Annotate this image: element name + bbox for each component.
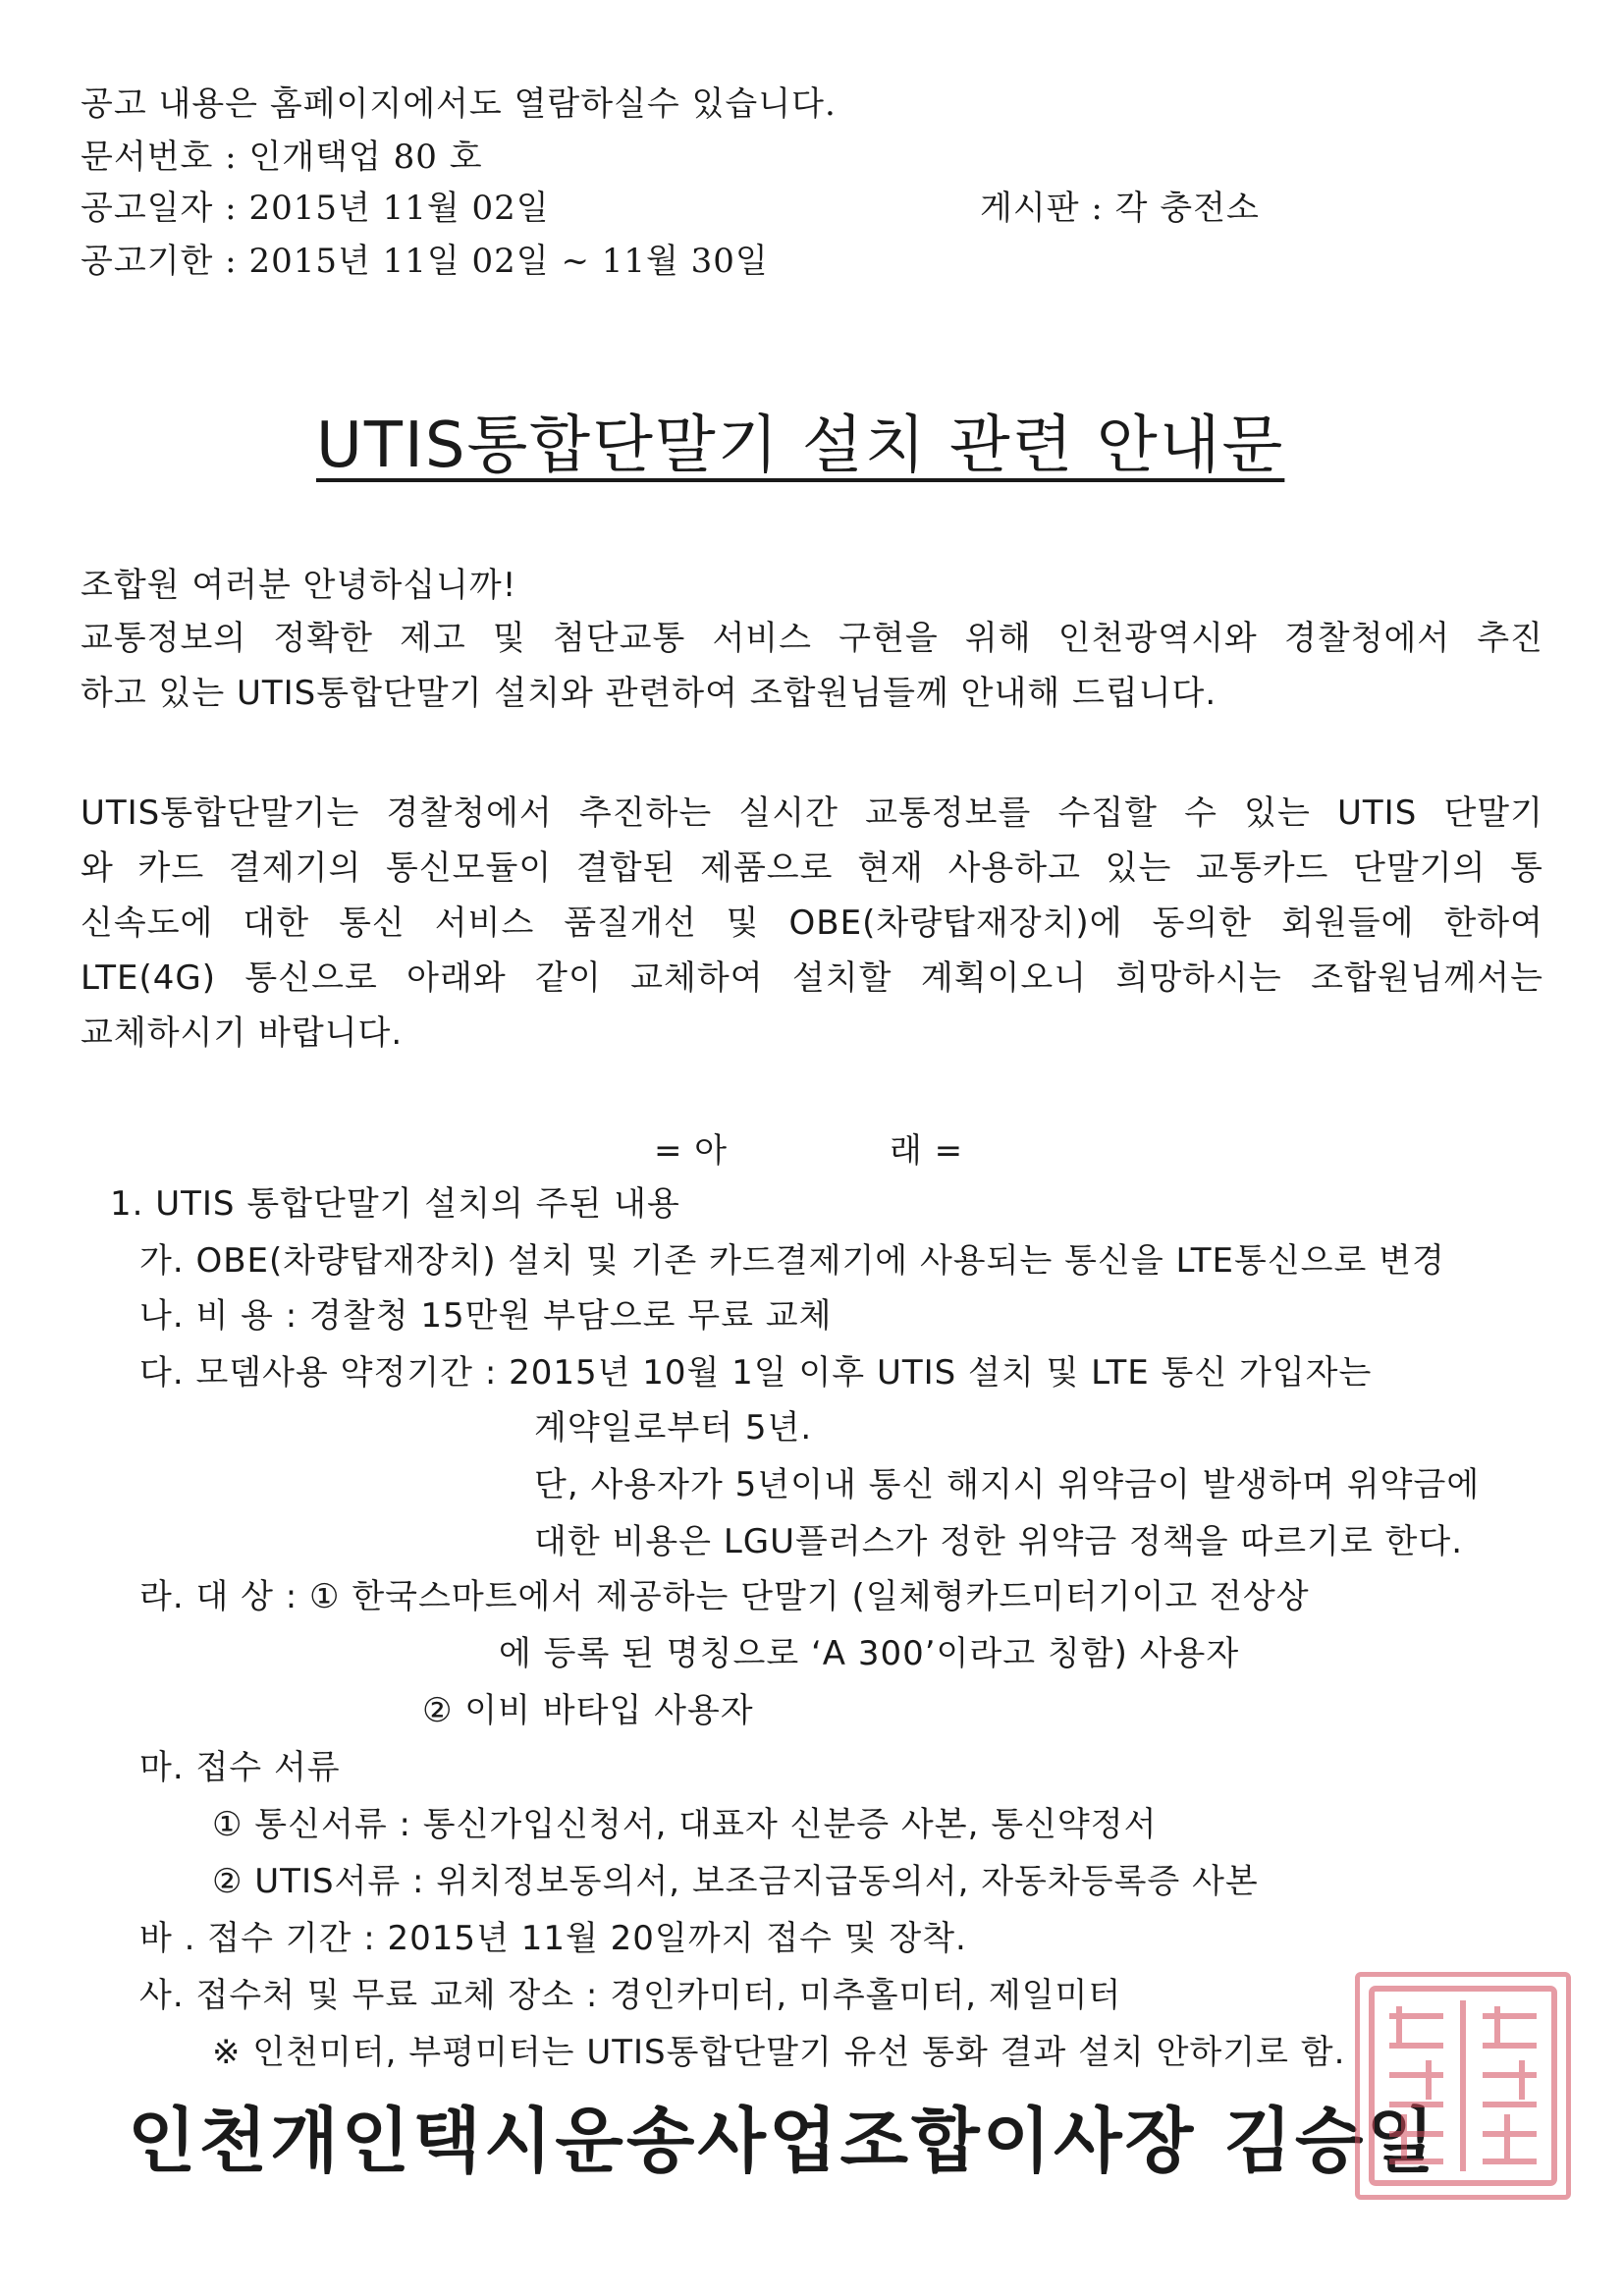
- below-heading-right: 래 =: [890, 1131, 964, 1171]
- item-da-continuation: 단, 사용자가 5년이내 통신 해지시 위약금이 발생하며 위약금에: [534, 1465, 1481, 1504]
- document-title: UTIS통합단말기 설치 관련 안내문: [316, 410, 1285, 482]
- official-seal-icon: [1355, 1972, 1571, 2200]
- item-sa: 사. 접수처 및 무료 교체 장소 : 경인카미터, 미추홀미터, 제일미터: [139, 1976, 1122, 2015]
- body-line: UTIS통합단말기는 경찰청에서 추진하는 실시간 교통정보를 수집할 수 있는 UTIS 단말기: [81, 793, 1543, 833]
- bulletin-board: 게시판 : 각 충전소: [980, 189, 1260, 228]
- item-da-continuation: 대한 비용은 LGU플러스가 정한 위약금 정책을 따르기로 한다.: [534, 1522, 1464, 1561]
- greeting: 조합원 여러분 안녕하십니까!: [81, 566, 517, 605]
- item-ma-2: ② UTIS서류 : 위치정보동의서, 보조금지급동의서, 자동차등록증 사본: [212, 1862, 1259, 1901]
- document-number: 문서번호 : 인개택업 80 호: [81, 137, 483, 177]
- intro-line: 하고 있는 UTIS통합단말기 설치와 관련하여 조합원님들께 안내해 드립니다.: [81, 674, 1217, 713]
- section-heading: 1. UTIS 통합단말기 설치의 주된 내용: [110, 1184, 680, 1224]
- notice-date: 공고일자 : 2015년 11월 02일: [81, 189, 550, 228]
- item-ma: 마. 접수 서류: [139, 1748, 341, 1787]
- item-ra-continuation: 에 등록 된 명칭으로 ‘A 300’이라고 칭함) 사용자: [499, 1634, 1240, 1673]
- item-ra: 라. 대 상 : ① 한국스마트에서 제공하는 단말기 (일체형카드미터기이고 전상상: [139, 1577, 1310, 1616]
- item-na: 나. 비 용 : 경찰청 15만원 부담으로 무료 교체: [139, 1296, 833, 1336]
- intro-line: 교통정보의 정확한 제고 및 첨단교통 서비스 구현을 위해 인천광역시와 경찰청에서 추진: [81, 619, 1543, 658]
- body-line: 와 카드 결제기의 통신모듈이 결합된 제품으로 현재 사용하고 있는 교통카드 단말기의 통: [81, 848, 1543, 888]
- item-ba: 바 . 접수 기간 : 2015년 11월 20일까지 접수 및 장착.: [139, 1919, 967, 1958]
- item-ga: 가. OBE(차량탑재장치) 설치 및 기존 카드결제기에 사용되는 통신을 LTE통신으로 변경: [139, 1241, 1445, 1281]
- body-line: 신속도에 대한 통신 서비스 품질개선 및 OBE(차량탑재장치)에 동의한 회원들에 한하여: [81, 903, 1543, 943]
- seal-graphic: [1360, 1977, 1566, 2195]
- signature-line: 인천개인택시운송사업조합이사장 김승일: [128, 2100, 1438, 2182]
- notice-period: 공고기한 : 2015년 11일 02일 ~ 11월 30일: [81, 242, 769, 281]
- item-ra-2: ② 이비 바타입 사용자: [422, 1691, 754, 1730]
- installation-note: ※ 인천미터, 부평미터는 UTIS통합단말기 유선 통화 결과 설치 안하기로 함.: [212, 2033, 1346, 2072]
- body-line: 교체하시기 바랍니다.: [81, 1013, 404, 1053]
- homepage-notice: 공고 내용은 홈페이지에서도 열람하실수 있습니다.: [81, 84, 837, 124]
- item-da-continuation: 계약일로부터 5년.: [534, 1408, 813, 1448]
- item-ma-1: ① 통신서류 : 통신가입신청서, 대표자 신분증 사본, 통신약정서: [212, 1805, 1158, 1844]
- item-da: 다. 모뎀사용 약정기간 : 2015년 10월 1일 이후 UTIS 설치 및 LTE 통신 가입자는: [139, 1353, 1373, 1393]
- below-heading-left: = 아: [654, 1131, 729, 1171]
- body-line: LTE(4G) 통신으로 아래와 같이 교체하여 설치할 계획이오니 희망하시는 조합원님께서는: [81, 958, 1543, 998]
